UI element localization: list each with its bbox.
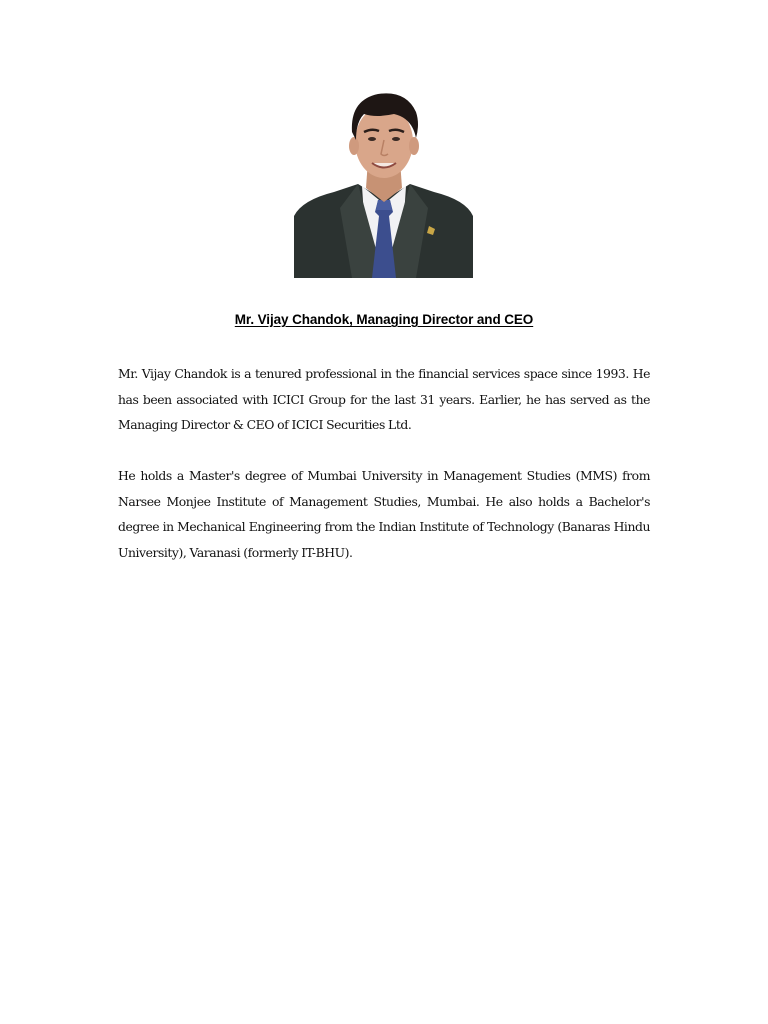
page-title: Mr. Vijay Chandok, Managing Director and CEO <box>234 312 534 327</box>
portrait-photo <box>294 88 473 278</box>
education-paragraph: He holds a Master's degree of Mumbai University in Management Studies (MMS) from Narsee Monjee Institute of Management Studies, Mumbai. He also holds a Bachelor's degree in Mechanical Engineering from the Indian Institute of Technology (Banaras Hindu University), Varanasi (formerly IT-BHU). <box>118 468 650 560</box>
bio-paragraph: Mr. Vijay Chandok is a tenured professional in the financial services space since 1993. He has been associated with ICICI Group for the last 31 years. Earlier, he has served as the Managing Director & CEO of ICICI Securities Ltd. <box>118 366 650 433</box>
